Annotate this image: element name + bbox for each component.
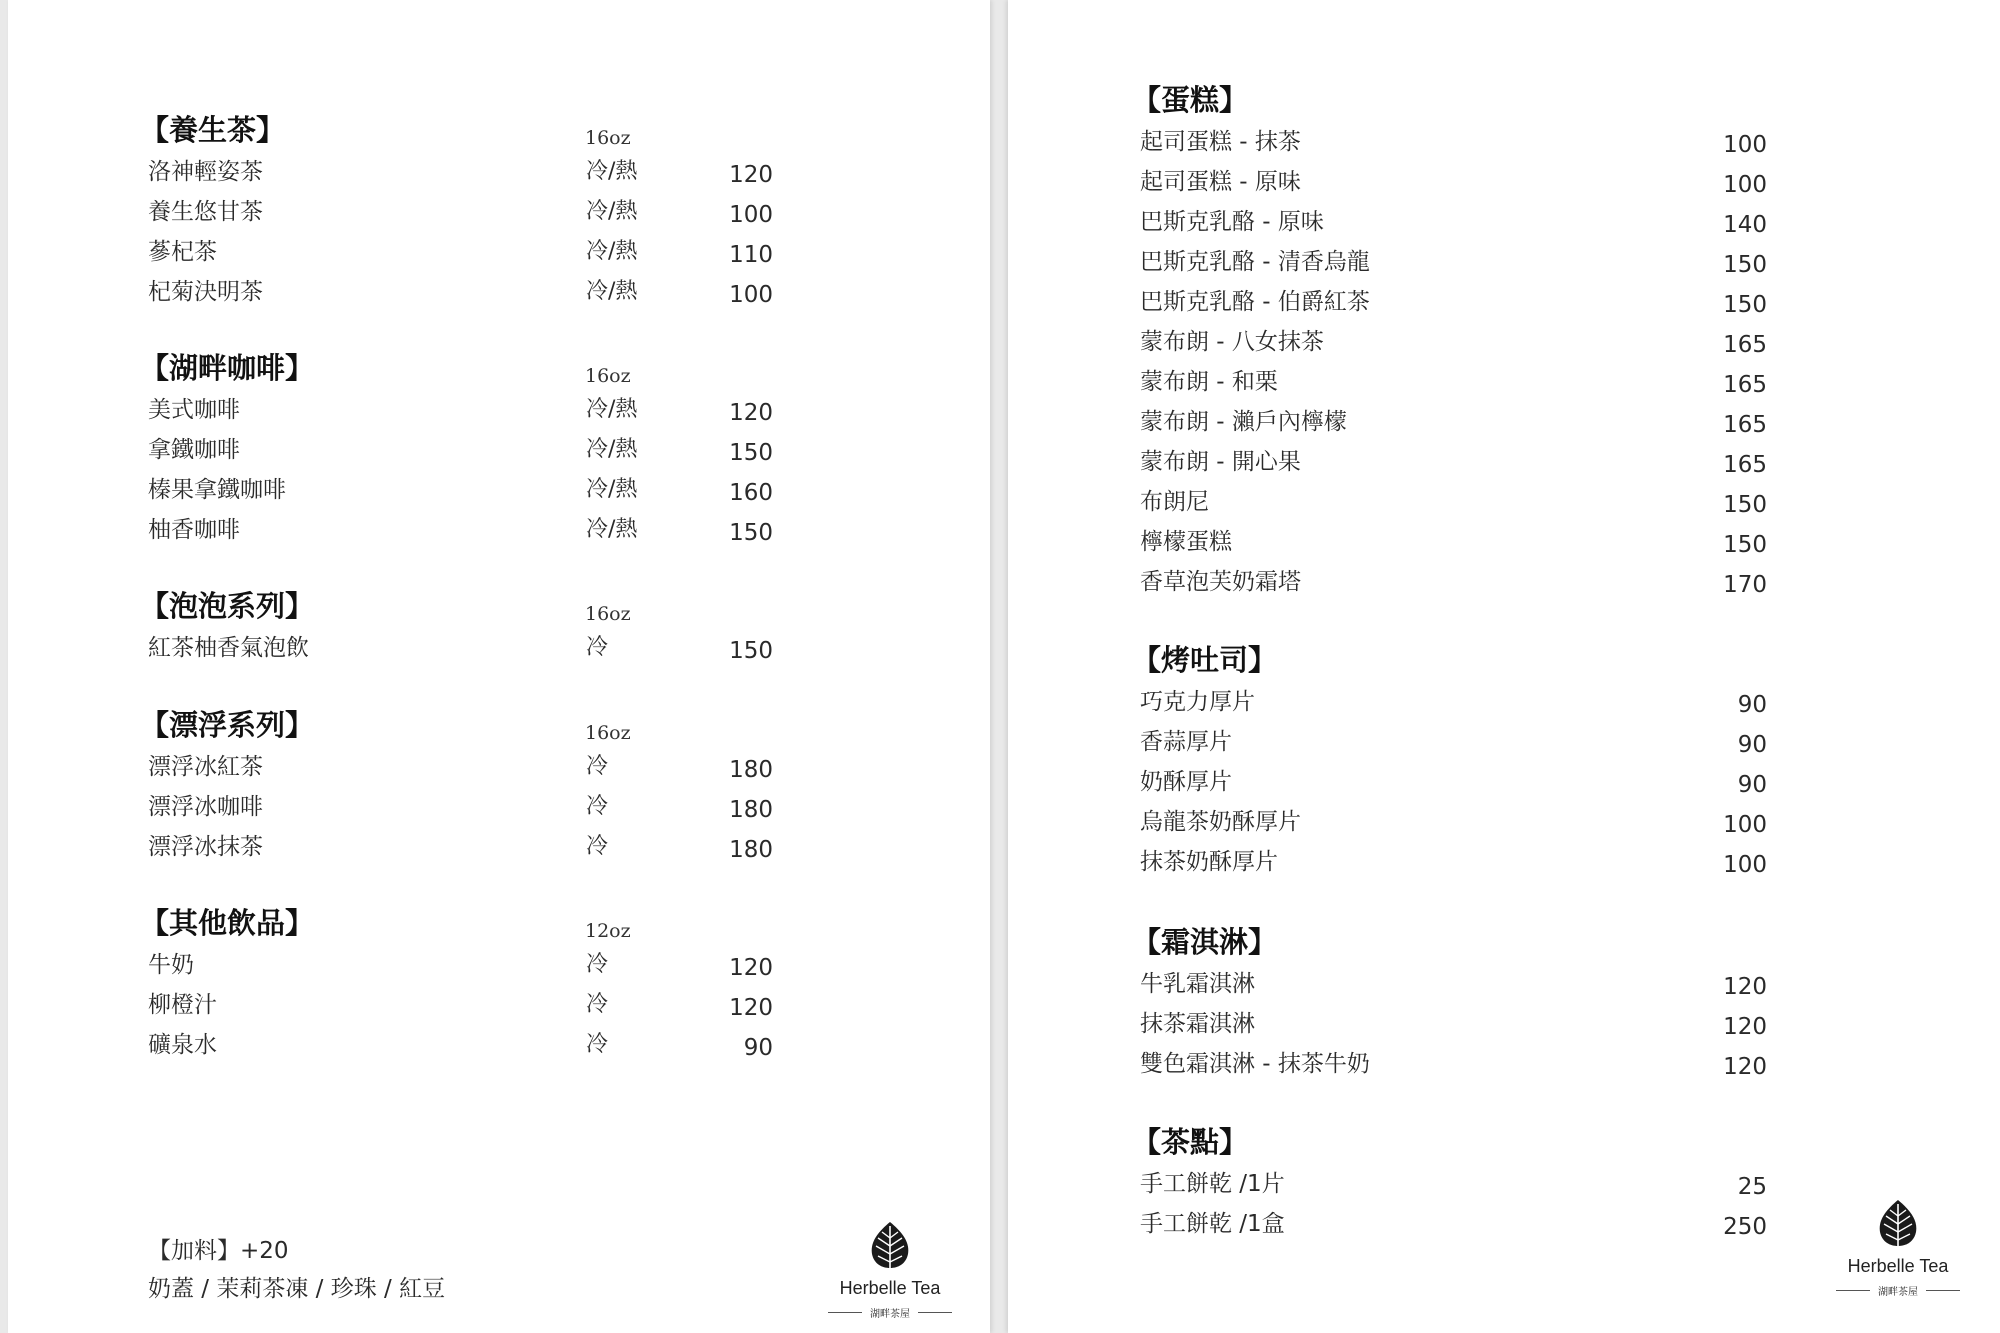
item-name: 香蒜厚片 [1140,729,1232,755]
item-name: 雙色霜淇淋 - 抹茶牛奶 [1140,1051,1370,1077]
item-temp: 冷/熱 [586,239,638,264]
brand-subtitle-text: 湖畔茶屋 [870,1309,910,1320]
item-price: 165 [1723,332,1767,358]
menu-item [1132,362,1782,402]
menu-item [1132,482,1782,522]
item-name: 蒙布朗 - 開心果 [1140,449,1301,475]
item-name: 蔘杞茶 [148,239,217,265]
menu-item [1132,802,1782,842]
addons [148,1236,445,1304]
item-price: 90 [743,1035,773,1061]
item-name: 蒙布朗 - 瀨戶內檸檬 [1140,409,1347,435]
menu-page-right [1008,0,2000,1333]
item-name: 手工餅乾 /1片 [1140,1171,1285,1197]
menu-item [1132,722,1782,762]
item-price: 120 [729,955,773,981]
item-price: 120 [729,995,773,1021]
brand-subtitle [810,1305,970,1320]
item-name: 烏龍茶奶酥厚片 [1140,809,1301,835]
item-name: 漂浮冰咖啡 [148,794,263,820]
item-name: 香草泡芙奶霜塔 [1140,569,1301,595]
menu-item [140,510,773,550]
item-name: 牛乳霜淇淋 [1140,971,1255,997]
menu-item [1132,762,1782,802]
item-name: 養生悠甘茶 [148,199,263,225]
item-temp: 冷 [586,635,609,660]
addons-list: 奶蓋 / 茉莉茶凍 / 珍珠 / 紅豆 [148,1276,446,1302]
item-price: 250 [1723,1214,1767,1240]
item-temp: 冷/熱 [586,477,638,502]
menu-item [1132,242,1782,282]
item-temp: 冷/熱 [586,199,638,224]
brand-subtitle-text: 湖畔茶屋 [1878,1287,1918,1298]
item-price: 150 [1723,292,1767,318]
item-price: 25 [1737,1174,1767,1200]
item-price: 100 [1723,132,1767,158]
item-name: 抹茶奶酥厚片 [1140,849,1278,875]
item-name: 美式咖啡 [148,397,240,423]
item-price: 150 [729,520,773,546]
item-price: 180 [729,797,773,823]
item-price: 100 [1723,852,1767,878]
menu-item [1132,402,1782,442]
menu-item [140,192,773,232]
item-price: 150 [1723,532,1767,558]
menu-item [1132,1164,1782,1204]
leaf-icon [868,1220,912,1272]
item-temp: 冷/熱 [586,397,638,422]
section-size: 16oz [585,365,631,387]
menu-item [140,390,773,430]
item-name: 牛奶 [148,952,194,978]
item-name: 蒙布朗 - 八女抹茶 [1140,329,1324,355]
addons-title: 【加料】+20 [148,1238,289,1264]
menu-item [1132,1004,1782,1044]
item-price: 140 [1723,212,1767,238]
menu-item [140,470,773,510]
menu-item [140,985,773,1025]
item-name: 手工餅乾 /1盒 [1140,1211,1285,1237]
item-name: 柳橙汁 [148,992,217,1018]
section-title: 【漂浮系列】 [140,708,315,742]
section-title: 【湖畔咖啡】 [140,351,315,385]
section-size: 16oz [585,127,631,149]
item-price: 100 [729,282,773,308]
item-price: 170 [1723,572,1767,598]
menu-item [140,430,773,470]
menu-item [1132,562,1782,602]
menu-item [1132,1044,1782,1084]
menu-item [140,628,773,668]
item-name: 巴斯克乳酪 - 清香烏龍 [1140,249,1370,275]
item-name: 洛神輕姿茶 [148,159,263,185]
section-title: 【霜淇淋】 [1132,925,1278,959]
item-name: 起司蛋糕 - 原味 [1140,169,1301,195]
item-price: 120 [1723,1054,1767,1080]
menu-item [1132,442,1782,482]
menu-item [140,945,773,985]
brand-logo [810,1220,970,1320]
item-price: 180 [729,757,773,783]
item-temp: 冷 [586,754,609,779]
menu-item [1132,282,1782,322]
item-price: 90 [1737,732,1767,758]
item-price: 120 [1723,1014,1767,1040]
menu-item [140,827,773,867]
item-name: 蒙布朗 - 和栗 [1140,369,1278,395]
item-temp: 冷/熱 [586,159,638,184]
brand-subtitle [1818,1283,1978,1298]
menu-item [1132,322,1782,362]
section-title: 【養生茶】 [140,113,286,147]
menu-item [1132,162,1782,202]
menu-item [140,272,773,312]
section-size: 12oz [585,920,631,942]
item-price: 100 [729,202,773,228]
item-temp: 冷 [586,794,609,819]
item-name: 巴斯克乳酪 - 原味 [1140,209,1324,235]
menu-item [1132,1204,1782,1244]
item-name: 杞菊決明茶 [148,279,263,305]
item-price: 165 [1723,372,1767,398]
item-name: 檸檬蛋糕 [1140,529,1232,555]
menu-page-left [8,0,990,1333]
item-name: 拿鐵咖啡 [148,437,240,463]
item-price: 90 [1737,772,1767,798]
section-title: 【烤吐司】 [1132,643,1278,677]
item-name: 布朗尼 [1140,489,1209,515]
item-temp: 冷 [586,992,609,1017]
item-name: 漂浮冰紅茶 [148,754,263,780]
menu-item [1132,202,1782,242]
item-price: 150 [1723,492,1767,518]
item-temp: 冷/熱 [586,517,638,542]
item-name: 漂浮冰抹茶 [148,834,263,860]
item-price: 120 [729,400,773,426]
item-price: 160 [729,480,773,506]
section-size: 16oz [585,722,631,744]
item-price: 165 [1723,452,1767,478]
brand-logo-right [1818,1198,1978,1298]
item-name: 榛果拿鐵咖啡 [148,477,286,503]
brand-name: Herbelle Tea [839,1278,941,1298]
menu-item [140,152,773,192]
item-name: 柚香咖啡 [148,517,240,543]
item-name: 巧克力厚片 [1140,689,1255,715]
menu-item [140,787,773,827]
brand-name: Herbelle Tea [1847,1256,1949,1276]
menu-item [1132,842,1782,882]
item-name: 礦泉水 [148,1032,217,1058]
section-title: 【其他飲品】 [140,906,315,940]
item-temp: 冷 [586,1032,609,1057]
item-price: 100 [1723,812,1767,838]
item-price: 150 [729,638,773,664]
item-price: 165 [1723,412,1767,438]
menu-item [1132,964,1782,1004]
section-title: 【蛋糕】 [1132,83,1249,117]
item-price: 150 [729,440,773,466]
item-price: 150 [1723,252,1767,278]
item-price: 180 [729,837,773,863]
menu-item [140,1025,773,1065]
item-temp: 冷 [586,834,609,859]
item-name: 紅茶柚香氣泡飲 [148,635,309,661]
item-price: 100 [1723,172,1767,198]
item-name: 起司蛋糕 - 抹茶 [1140,129,1301,155]
item-name: 巴斯克乳酪 - 伯爵紅茶 [1140,289,1370,315]
section-title: 【茶點】 [1132,1125,1249,1159]
item-temp: 冷/熱 [586,279,638,304]
item-price: 90 [1737,692,1767,718]
item-name: 抹茶霜淇淋 [1140,1011,1255,1037]
item-name: 奶酥厚片 [1140,769,1232,795]
menu-item [140,747,773,787]
section-title: 【泡泡系列】 [140,589,315,623]
item-price: 120 [1723,974,1767,1000]
menu-item [1132,682,1782,722]
item-temp: 冷 [586,952,609,977]
menu-item [1132,522,1782,562]
section-size: 16oz [585,603,631,625]
leaf-icon [1876,1198,1920,1250]
item-temp: 冷/熱 [586,437,638,462]
menu-item [140,232,773,272]
menu-item [1132,122,1782,162]
item-price: 120 [729,162,773,188]
item-price: 110 [729,242,773,268]
